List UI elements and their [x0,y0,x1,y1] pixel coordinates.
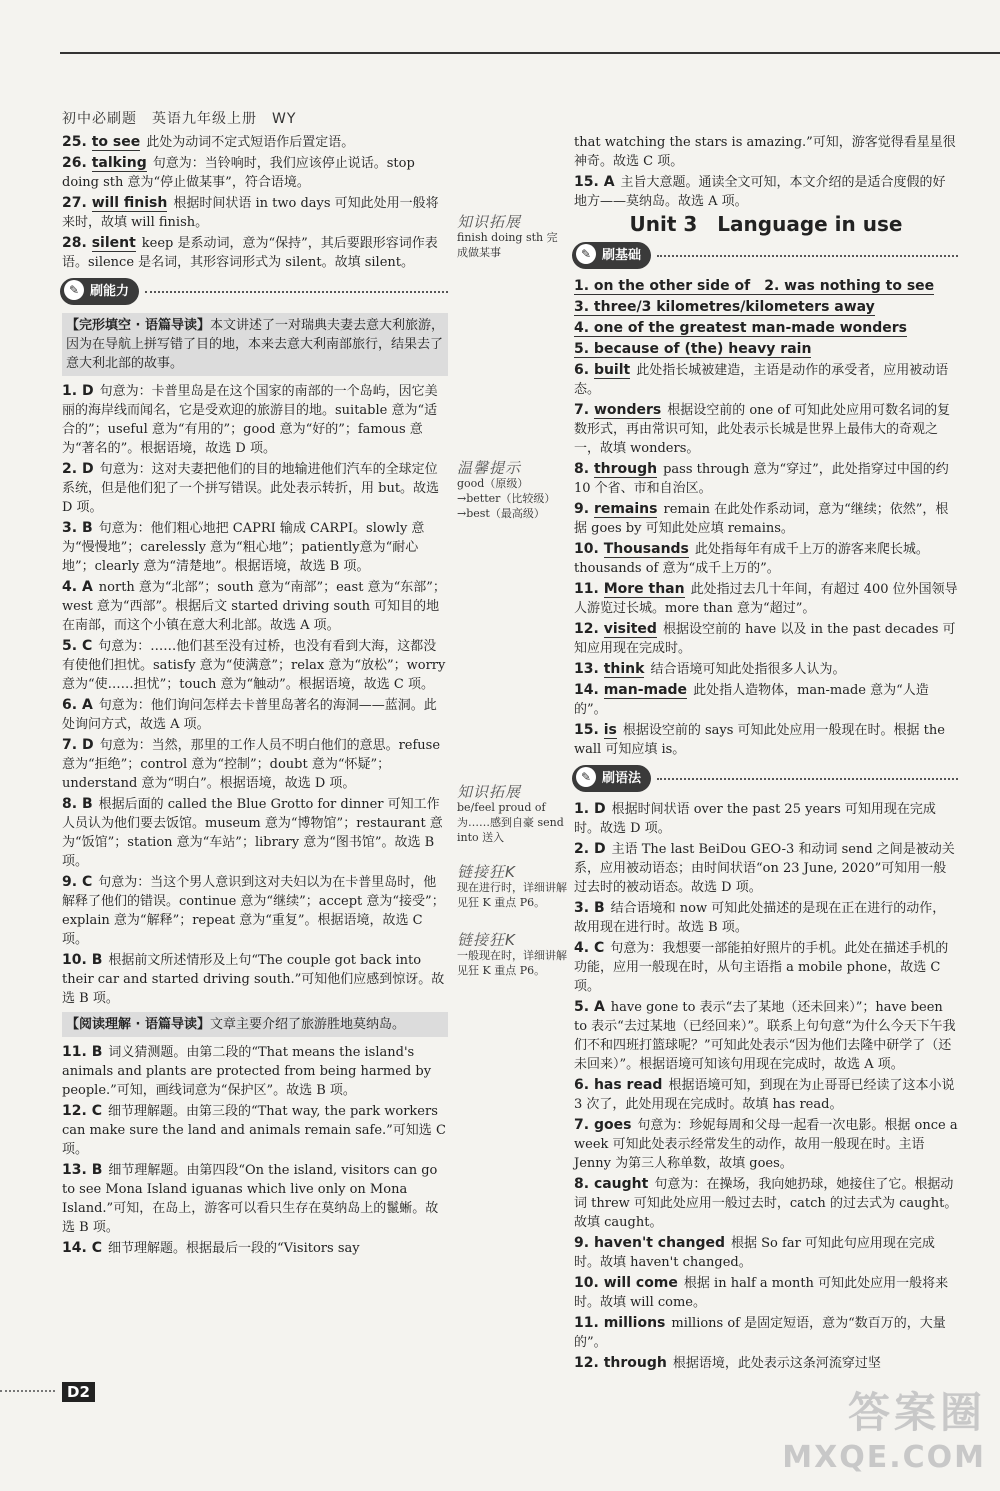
entry-number: 7. [574,402,594,418]
left-top-list [62,133,448,272]
margin-note [457,865,567,910]
answer-entry [62,873,448,949]
entry-number: 9. [62,874,82,890]
grammar-answers [574,800,958,1373]
entry-number: 7. [62,737,82,753]
answer-entry [574,173,958,211]
entry-answer: think [603,661,645,677]
note-title: 知识拓展 [457,213,522,231]
entry-answer: D [81,737,94,753]
note-text: be/feel proud of 为……感到自豪 send into 送入 [457,801,564,844]
vocab-text: 4. one of the greatest man-made wonders [574,320,907,336]
entry-answer: wonders [593,402,662,418]
answer-entry [574,361,958,399]
running-header: 初中必刷题 英语九年级上册 WY [62,111,297,127]
entry-explanation: millions of 是固定短语，意为“数百万的，大量的”。 [574,1316,946,1350]
entry-number: 3. [574,900,594,916]
entry-explanation: 根据语境可知，到现在为止哥哥已经读了这本小说 3 次了，此处用现在完成时。故填 has read。 [574,1078,955,1112]
answer-entry [574,1076,958,1114]
answer-entry [62,578,448,635]
entry-explanation: 根据语境，此处表示这条河流穿过坚 [672,1356,881,1371]
entry-explanation: 根据设空前的 have 以及 in the past decades 可知应用现在完成时。 [574,622,956,656]
entry-explanation: pass through 意为“穿过”，此处指穿过中国的约 10 个省、市和自治区。 [574,462,949,496]
entry-explanation: 句意为：当然，那里的工作人员不明白他们的意思。refuse 意为“拒绝”；control 意为“控制”；doubt 意为“怀疑”；understand 意为“明白”。根据语境，故选 D 项。 [62,738,441,791]
entry-number: 4. [62,579,82,595]
entry-number: 2. [62,461,82,477]
section-divider [145,291,448,293]
section-grammar [572,765,958,792]
guide-text: 文章主要介绍了旅游胜地莫纳岛。 [210,1017,406,1032]
entry-answer: will come [603,1275,678,1291]
entry-answer: C [81,638,93,654]
section-badge [572,765,651,792]
entry-number: 6. [574,1077,594,1093]
entry-explanation: 词义猜测题。由第二段的“That means the island's animals and plants are protected from being harmed by people.”可知，画线词意为“保护区”。故选 B 项。 [62,1045,432,1098]
entry-number: 5. [62,638,82,654]
entry-answer: Thousands [603,541,689,557]
entry-explanation: 句意为：这对夫妻把他们的目的地输进他们汽车的全球定位系统，但是他们犯了一个拼写错误。此处表示转折，用 but。故选 D 项。 [62,462,440,515]
page-number: D2 [62,1382,95,1402]
entry-answer: A [593,999,605,1015]
entry-explanation: 此处指人造物体，man-made 意为“人造的”。 [574,683,929,717]
entry-explanation: 根据前文所述情形及上句“The couple got back into their car and started driving south.”可知他们应感到惊讶。故选 B 项。 [62,953,445,1006]
entry-answer: will finish [91,195,168,211]
answer-entry [62,1043,448,1100]
entry-number: 7. [574,1117,594,1133]
entry-answer: B [81,796,93,812]
entry-number: 15. [574,174,604,190]
note-text: 现在进行时，详细讲解见狂 K 重点 P6。 [457,881,567,909]
entry-explanation: have gone to 表示“去了某地（还未回来）”；have been to 表示“去过某地（已经回来）”。联系上句句意“为什么今天下午我们不和四班打篮球呢？”可知此处表示“因为他们去隆中研学了（还未回来）”。根据语境可知该句用现在完成时，故选 A 项。 [574,1000,956,1072]
entry-answer: to see [91,134,141,150]
entry-explanation: 根据 in half a month 可知此处应用一般将来时。故填 will come。 [574,1276,949,1310]
answer-entry [574,1314,958,1352]
answer-entry [574,721,958,759]
answer-entry [574,1234,958,1272]
entry-number: 8. [574,461,594,477]
answer-entry [574,401,958,458]
entry-answer: B [593,900,605,916]
answer-entry [574,681,958,719]
entry-answer: talking [91,155,147,171]
section-title: 刷能力 [90,284,130,299]
answer-entry [574,500,958,538]
vocab-line [574,277,958,296]
answer-entry [574,1274,958,1312]
entry-explanation: 根据后面的 called the Blue Grotto for dinner 可知工作人员认为他们要去饭馆。museum 意为“博物馆”；restaurant 意为“饭馆”；station 意为“车站”；library 意为“图书馆”。故选 B 项。 [62,797,443,869]
entry-explanation: 句意为：当这个男人意识到这对夫妇以为在卡普里岛时，他解释了他们的错误。continue 意为“继续”；accept 意为“接受”；explain 意为“解释”；repeat 意为“重复”。根据语境，故选 C 项。 [62,875,445,947]
top-rule [60,52,1000,54]
answer-entry [574,133,958,171]
entry-explanation: 此处指长城被建造，主语是动作的承受者，应用被动语态。 [574,363,949,397]
answer-entry [574,899,958,937]
reading-answers [62,1043,448,1258]
entry-explanation: 句意为：……他们甚至没有过桥，也没有看到大海，这都没有使他们担忧。satisfy 意为“使满意”；relax 意为“放松”；worry 意为“使……担忧”；touch 意为“触动”。根据语境，故选 C 项。 [62,639,446,692]
entry-number: 6. [574,362,594,378]
note-title: 链接狂K [457,863,516,881]
entry-explanation: 此处为动词不定式短语作后置定语。 [146,135,355,150]
margin-note [457,461,567,521]
entry-number: 8. [574,1176,594,1192]
entry-number: 8. [62,796,82,812]
brush-icon: ✎ [64,280,84,300]
watermark-line: MXQE.COM [782,1440,986,1475]
entry-answer: B [81,520,93,536]
answer-entry [574,1354,958,1373]
entry-answer: C [91,1103,102,1119]
vocab-line [574,298,958,317]
entry-number: 1. [574,801,594,817]
entry-answer: goes [593,1117,632,1133]
guide-label: 【完形填空 · 语篇导读】 [66,318,210,333]
entry-answer: C [593,940,605,956]
entry-answer: More than [603,581,685,597]
entry-explanation: that watching the stars is amazing.”可知，游客觉得看星星很神奇。故选 C 项。 [574,135,956,169]
entry-number: 6. [62,697,82,713]
answer-entry [574,620,958,658]
entry-number: 26. [62,155,92,171]
vocab-line [574,319,958,338]
right-column [574,133,958,1375]
answer-entry [62,696,448,734]
guide-text: 本文讲述了一对瑞典夫妻去意大利旅游，因为在导航上拼写错了目的地，本来去意大利南部旅行，结果去了意大利北部的故事。 [66,318,445,371]
entry-explanation: keep 是系动词，意为“保持”，其后要跟形容词作表语。silence 是名词，其形容词形式为 silent。故填 silent。 [62,236,438,270]
note-title: 温馨提示 [457,459,522,477]
note-text: good（原级）→better（比较级）→best（最高级） [457,477,556,520]
entry-number: 11. [62,1044,92,1060]
entry-number: 9. [574,1235,594,1251]
entry-number: 13. [574,661,604,677]
entry-number: 2. [574,841,594,857]
entry-answer: man-made [603,682,688,698]
answer-entry [574,460,958,498]
entry-answer: is [603,722,617,738]
entry-explanation: 细节理解题。根据最后一段的“Visitors say [107,1241,360,1256]
entry-answer: B [91,1162,103,1178]
entry-explanation: 结合语境可知此处指很多人认为。 [650,662,846,677]
entry-explanation: 句意为：卡普里岛是在这个国家的南部的一个岛屿，因它美丽的海岸线而闻名，它是受欢迎的旅游目的地。suitable 意为“适合的”；useful 意为“有用的”；good 意为“好的”；famous 意为“著名的”。根据语境，故选 D 项。 [62,384,438,456]
answer-entry [62,460,448,517]
section-title: 刷语法 [602,771,642,786]
answer-entry [574,998,958,1074]
entry-explanation: remain 在此处作系动词，意为“继续；依然”，根据 goes by 可知此处应填 remains。 [574,502,949,536]
answer-entry [574,1175,958,1232]
margin-note [457,933,567,978]
entry-explanation: 此处指每年有成千上万的游客来爬长城。thousands of 意为“成千上万的”。 [574,542,929,576]
answer-entry [574,540,958,578]
entry-explanation: 根据设空前的 says 可知此处应用一般现在时。根据 the wall 可知应填 is。 [574,723,945,757]
entry-number: 25. [62,134,92,150]
answer-entry [62,1161,448,1237]
answer-entry [62,736,448,793]
note-text: finish doing sth 完成做某事 [457,231,558,259]
entry-number: 10. [574,1275,604,1291]
entry-answer: through [593,461,658,477]
entry-answer: D [81,461,94,477]
margin-notes [455,133,568,1433]
entry-answer: haven't changed [593,1235,726,1251]
note-text: 一般现在时，详细讲解见狂 K 重点 P6。 [457,949,567,977]
entry-number: 12. [62,1103,92,1119]
answer-entry [574,800,958,838]
entry-answer: caught [593,1176,649,1192]
footer-divider [0,1390,55,1392]
entry-explanation: 句意为：珍妮每周和父母一起看一次电影。根据 once a week 可知此处表示经常发生的动作，故用一般现在时。主语 Jenny 为第三人称单数，故填 goes。 [574,1118,958,1171]
answer-entry [62,133,448,152]
entry-number: 12. [574,621,604,637]
vocab-answers [574,277,958,359]
entry-answer: C [81,874,93,890]
margin-note [457,785,567,845]
note-title: 知识拓展 [457,783,522,801]
brush-icon: ✎ [576,767,596,787]
reading-guide [62,1012,448,1037]
entry-explanation: 根据时间状语 over the past 25 years 可知用现在完成时。故选 D 项。 [574,802,936,836]
entry-number: 28. [62,235,92,251]
vocab-text: 5. because of (the) heavy rain [574,341,812,357]
margin-note [457,215,567,260]
entry-answer: through [603,1355,667,1371]
entry-number: 1. [62,383,82,399]
entry-number: 10. [574,541,604,557]
answer-entry [574,660,958,679]
entry-explanation: 主语 The last BeiDou GEO-3 和动词 send 之间是被动关系，应用被动语态；由时间状语“on 23 June, 2020”可知用一般过去时的被动语态。故选 D 项。 [574,842,955,895]
entry-answer: B [91,1044,103,1060]
answer-entry [62,637,448,694]
entry-answer: D [593,801,606,817]
vocab-line [574,340,958,359]
answer-entry [62,1102,448,1159]
entry-answer: visited [603,621,657,637]
answer-entry [62,951,448,1008]
entry-answer: silent [91,235,136,251]
left-column [62,133,448,1260]
vocab-text: 3. three/3 kilometres/kilometers away [574,299,875,315]
answer-entry [62,519,448,576]
answer-entry [62,154,448,192]
entry-explanation: 主旨大意题。通读全文可知，本文介绍的是适合度假的好地方——莫纳岛。故选 A 项。 [574,175,946,209]
entry-number: 5. [574,999,594,1015]
answer-entry [62,795,448,871]
entry-number: 15. [574,722,604,738]
entry-answer: A [81,579,93,595]
entry-number: 3. [62,520,82,536]
entry-explanation: 根据设空前的 one of 可知此处应用可数名词的复数形式，再由常识可知，此处表示长城是世界上最伟大的奇观之一，故填 wonders。 [574,403,951,456]
section-ability [60,278,448,305]
vocab-text: 1. on the other side of 2. was nothing to see [574,278,935,294]
entry-answer: has read [593,1077,663,1093]
guide-label: 【阅读理解 · 语篇导读】 [66,1017,210,1032]
entry-explanation: 细节理解题。由第四段“On the island, visitors can go to see Mona Island iguanas which live only on Mona Island.”可知，在岛上，游客可以看只生存在莫纳岛上的鬣蜥。故选 B 项。 [62,1163,439,1235]
section-badge [60,278,139,305]
entry-number: 4. [574,940,594,956]
section-divider [657,255,958,257]
answer-entry [574,840,958,897]
entry-number: 9. [574,501,594,517]
entry-explanation: 句意为：他们询问怎样去卡普里岛著名的海洞——蓝洞。此处询问方式，故选 A 项。 [62,698,437,732]
entry-number: 11. [574,581,604,597]
entry-answer: D [593,841,606,857]
entry-number: 14. [62,1240,92,1256]
entry-number: 13. [62,1162,92,1178]
entry-answer: remains [593,501,658,517]
entry-number: 10. [62,952,92,968]
entry-number: 12. [574,1355,604,1371]
entry-answer: built [593,362,631,378]
section-basic [572,242,958,269]
answer-entry [574,939,958,996]
entry-explanation: 结合语境和 now 可知此处描述的是现在正在进行的动作，故用现在进行时。故选 B 项。 [574,901,946,935]
entry-explanation: 根据 So far 可知此句应用现在完成时。故填 haven't changed。 [574,1236,935,1270]
entry-answer: D [81,383,94,399]
entry-answer: millions [603,1315,666,1331]
entry-number: 14. [574,682,604,698]
entry-number: 11. [574,1315,604,1331]
watermark-line: 答案圈 [847,1388,986,1437]
entry-explanation: 句意为：在操场，我向她扔球，她接住了它。根据动词 threw 可知此处应用一般过去时，catch 的过去式为 caught。故填 caught。 [574,1177,958,1230]
cloze-guide [62,313,448,376]
entry-explanation: 此处指过去几十年间，有超过 400 位外国领导人游览过长城。more than 意为“超过”。 [574,582,958,616]
note-title: 链接狂K [457,931,516,949]
watermark [782,1380,986,1475]
section-badge [572,242,651,269]
entry-explanation: 句意为：他们粗心地把 CAPRI 输成 CARPI。slowly 意为“慢慢地”；carelessly 意为“粗心地”；patiently意为“耐心地”；clearly 意为“清楚地”。根据语境，故选 B 项。 [62,521,425,574]
answer-entry [574,1116,958,1173]
answer-entry [574,580,958,618]
entry-explanation: north 意为“北部”；south 意为“南部”；east 意为“东部”；west 意为“西部”。根据后文 started driving south 可知目的地在南部，而这个小镇在意大利北部。故选 A 项。 [62,580,446,633]
entry-explanation: 细节理解题。由第三段的“That way, the park workers can make sure the land and animals remain safe.”可知选 C 项。 [62,1104,446,1157]
section-title: 刷基础 [602,248,642,263]
entry-answer: A [81,697,93,713]
answer-entry [62,194,448,232]
answer-entry [62,382,448,458]
answer-entry [62,234,448,272]
entry-explanation: 句意为：我想要一部能拍好照片的手机。此处在描述手机的功能，应用一般现在时，从句主语指 a mobile phone，故选 C 项。 [574,941,949,994]
entry-answer: A [603,174,615,190]
entry-explanation: 根据时间状语 in two days 可知此处用一般将来时，故填 will finish。 [62,196,439,230]
entry-number: 27. [62,195,92,211]
right-top-list [574,133,958,211]
basic-answers [574,361,958,759]
answer-entry [62,1239,448,1258]
entry-answer: C [91,1240,102,1256]
section-divider [657,778,958,780]
cloze-answers [62,382,448,1008]
unit-title: Unit 3 Language in use [629,212,903,236]
brush-icon: ✎ [576,244,596,264]
entry-answer: B [91,952,103,968]
entry-explanation: 句意为：当铃响时，我们应该停止说话。stop doing sth 意为“停止做某事”，符合语境。 [62,156,415,190]
